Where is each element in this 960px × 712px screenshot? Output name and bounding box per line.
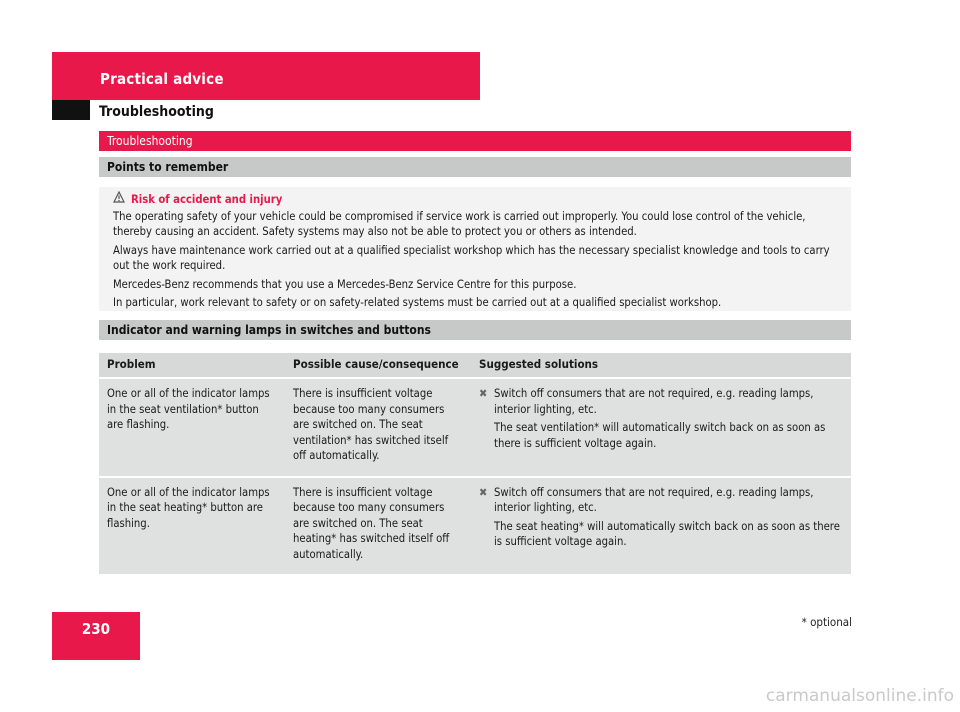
page-subtitle: Troubleshooting [99,104,214,120]
problem-cell: One or all of the indicator lamps in the seat ventilation* button are flashing. [99,379,285,478]
column-header-solutions: Suggested solutions [471,353,851,379]
warning-paragraph: Always have maintenance work carried out at a qualified specialist workshop which has the necessary specialist knowledge and tools to carry out the work required. [113,243,830,272]
points-heading: Points to remember [99,157,851,177]
cause-cell: There is insufficient voltage because too many consumers are switched on. The seat ventilation* has switched itself off automatically. [285,379,471,478]
table-row [99,478,851,577]
chapter-marker [52,100,90,120]
lamps-table [99,353,851,576]
footnote: * optional [801,615,852,629]
warning-paragraph: The operating safety of your vehicle could be compromised if service work is carried out improperly. You could lose control of the vehicle, thereby causing an accident. Safety systems may also not be able to protect you or others as intended. [113,209,806,238]
step-arrow-icon: ✖ [479,485,488,499]
section-title: Troubleshooting [99,131,851,151]
problem-cell: One or all of the indicator lamps in the seat heating* button are flashing. [99,478,285,577]
cause-cell: There is insufficient voltage because too many consumers are switched on. The seat heating* has switched itself off automatically. [285,478,471,577]
table-row [99,379,851,478]
solution-cell [471,379,851,478]
warning-paragraph: In particular, work relevant to safety or on safety-related systems must be carried out at a qualified specialist workshop. [113,296,722,309]
warning-triangle-icon [113,191,125,208]
chapter-title: Practical advice [100,70,224,88]
table-header-row [99,353,851,379]
lamps-heading: Indicator and warning lamps in switches and buttons [99,320,851,340]
solution-main: Switch off consumers that are not required, e.g. reading lamps, interior lighting, etc. [494,387,814,416]
warning-title-row [113,191,843,208]
step-arrow-icon: ✖ [479,387,488,400]
warning-paragraph: Mercedes-Benz recommends that you use a Mercedes-Benz Service Centre for this purpose. [113,277,577,291]
solution-note: The seat heating* will automatically switch back on as soon as there is sufficient voltage again. [494,519,840,548]
chapter-tab [52,52,480,100]
solution-main: Switch off consumers that are not required, e.g. reading lamps, interior lighting, etc. [494,485,814,514]
warning-title: Risk of accident and injury [131,192,283,206]
solution-note: The seat ventilation* will automatically switch back on as soon as there is sufficient voltage again. [494,421,826,450]
page-number: 230 [52,612,140,660]
column-header-problem: Problem [99,353,285,379]
warning-box [99,187,851,311]
column-header-cause: Possible cause/consequence [285,353,471,379]
watermark: carmanualsonline.info [765,686,954,706]
solution-cell [471,478,851,577]
